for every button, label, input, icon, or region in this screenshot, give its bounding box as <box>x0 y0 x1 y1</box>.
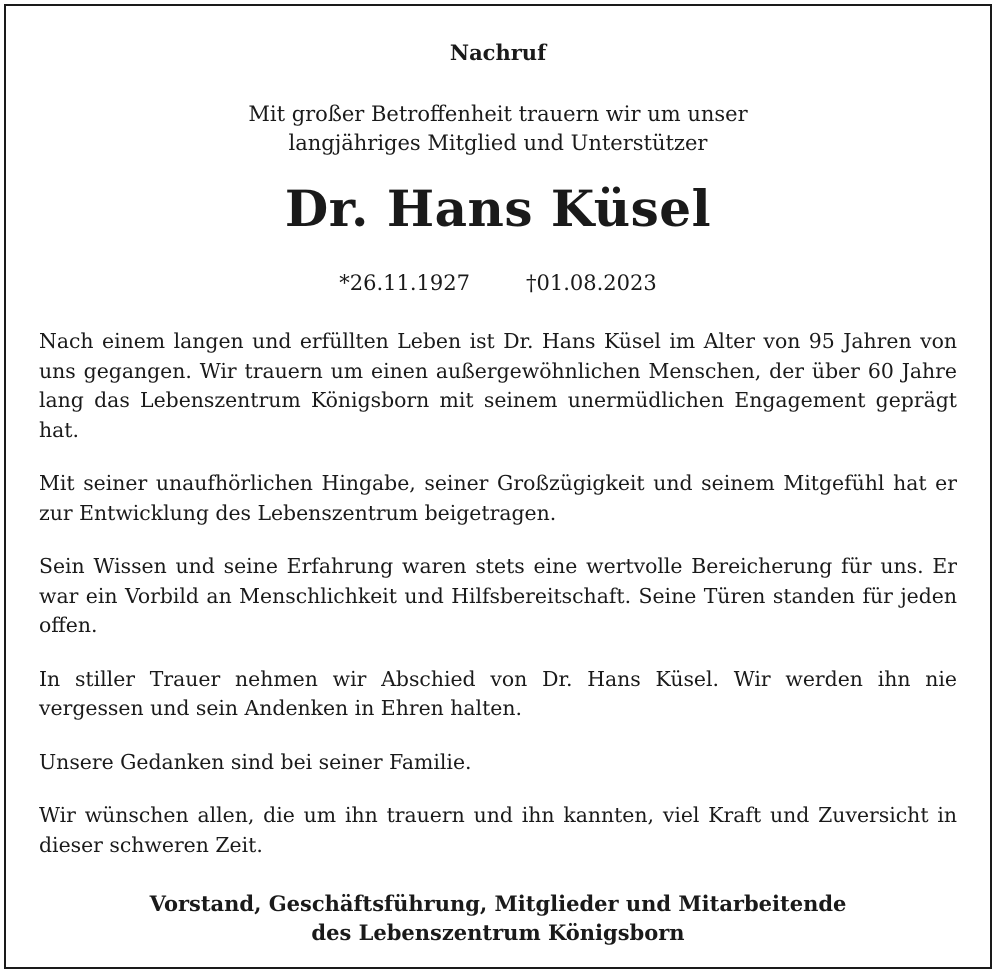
obituary-frame <box>4 4 992 969</box>
birth-date: *26.11.1927 <box>339 271 470 295</box>
life-dates <box>39 268 957 298</box>
signature-block <box>39 889 957 947</box>
paragraph: Wir wünschen allen, die um ihn trauern und ihn kannten, viel Kraft und Zuversicht in dieser schweren Zeit. <box>39 803 957 857</box>
death-date: †01.08.2023 <box>526 271 657 295</box>
paragraph: In stiller Trauer nehmen wir Abschied von Dr. Hans Küsel. Wir werden ihn nie vergessen und sein Andenken in Ehren halten. <box>39 666 957 720</box>
deceased-name: Dr. Hans Küsel <box>284 179 712 238</box>
obituary-heading: Nachruf <box>449 40 547 65</box>
obituary-content <box>39 6 957 967</box>
signature-line-2: des Lebenszentrum Königsborn <box>311 920 685 945</box>
intro-line-2: langjähriges Mitglied und Unterstützer <box>288 131 708 155</box>
paragraph: Sein Wissen und seine Erfahrung waren stets eine wertvolle Bereicherung für uns. Er war ein Vorbild an Menschlichkeit und Hilfsbereitschaft. Seine Türen standen für jeden offen. <box>39 554 957 637</box>
intro-line-1: Mit großer Betroffenheit trauern wir um unser <box>248 102 748 126</box>
paragraph: Nach einem langen und erfüllten Leben ist Dr. Hans Küsel im Alter von 95 Jahren von uns gegangen. Wir trauern um einen außergewöhnlichen Menschen, der über 60 Jahre lang das Lebenszentrum Königsborn mit seinem unermüdlichen Engagement geprägt hat. <box>39 329 957 442</box>
paragraph: Mit seiner unaufhörlichen Hingabe, seiner Großzügigkeit und seinem Mitgefühl hat er zur Entwicklung des Lebenszentrum beigetragen. <box>39 471 957 525</box>
paragraph: Unsere Gedanken sind bei seiner Familie. <box>39 749 472 774</box>
intro-text <box>39 100 957 158</box>
signature-line-1: Vorstand, Geschäftsführung, Mitglieder und Mitarbeitende <box>149 891 847 916</box>
obituary-body <box>39 327 957 884</box>
